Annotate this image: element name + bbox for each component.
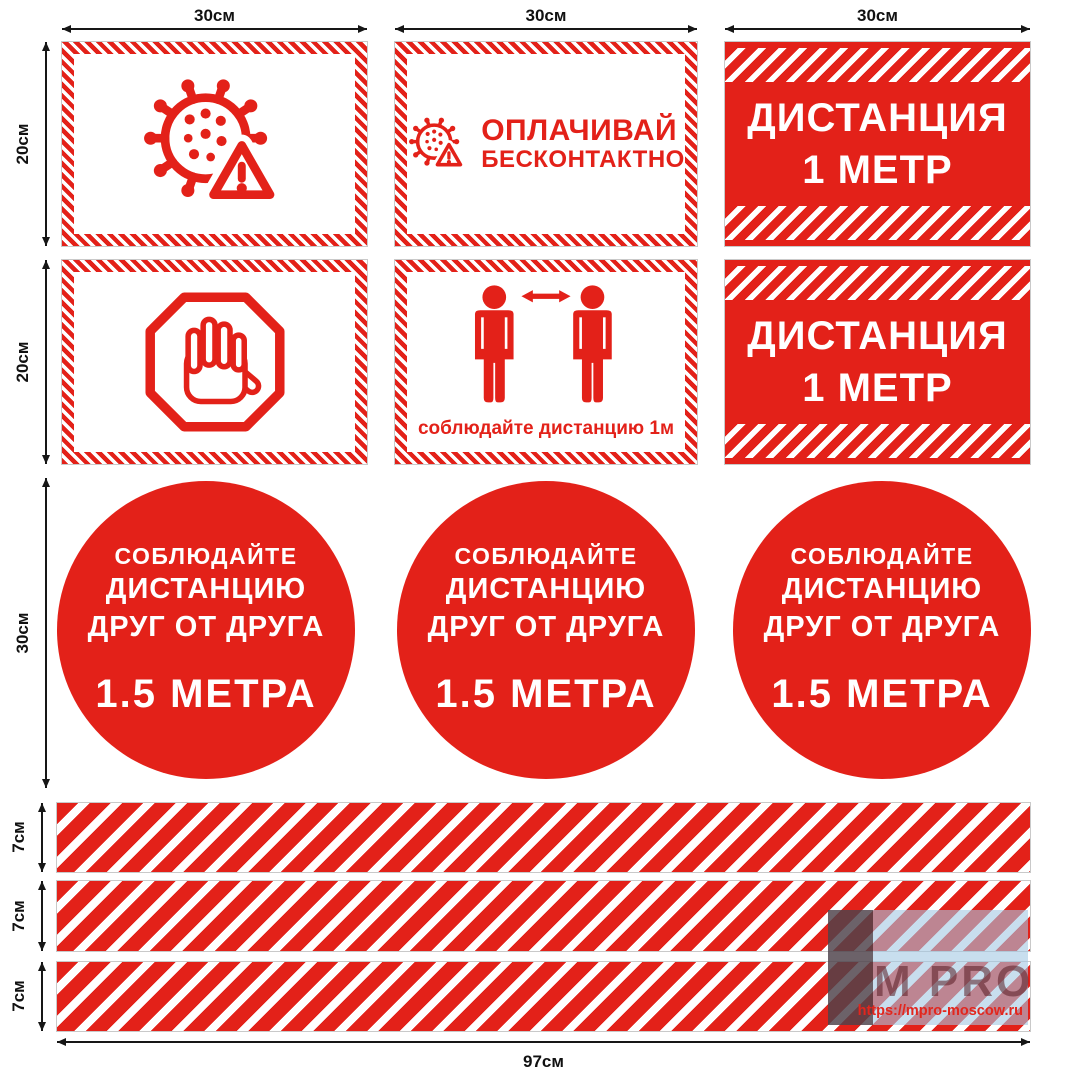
- distance-1m-a-line2: 1 МЕТР: [802, 148, 953, 192]
- circle-line2: ДИСТАНЦИЮ: [445, 573, 647, 606]
- sticker-stop-hand-face: [74, 272, 355, 452]
- dim-label-bar2-height: 7см: [9, 900, 28, 932]
- circle-line1: СОБЛЮДАЙТЕ: [790, 542, 974, 569]
- sticker-virus-warning: [62, 42, 367, 246]
- sticker-distance-1m-b: [725, 260, 1030, 464]
- hazard-stripe-bar-1: [57, 803, 1030, 872]
- dim-label-col3-width: 30см: [857, 6, 898, 25]
- virus-warning-icon: [407, 114, 469, 174]
- dim-label-col1-width: 30см: [194, 6, 235, 25]
- watermark-logo: M PRO: [874, 957, 1034, 1006]
- pay-contactless-line2: БЕСКОНТАКТНО: [481, 146, 685, 174]
- dim-arrow-col2: [395, 28, 697, 30]
- distance-1m-b-line1: ДИСТАНЦИЯ: [747, 314, 1008, 358]
- distance-1m-a-line1: ДИСТАНЦИЯ: [747, 96, 1008, 140]
- circle-line4: 1.5 МЕТРА: [95, 672, 317, 717]
- dim-arrow-col3: [725, 28, 1030, 30]
- circle-line4: 1.5 МЕТРА: [435, 672, 657, 717]
- circle-line4: 1.5 МЕТРА: [771, 672, 993, 717]
- dim-label-row2-height: 20см: [13, 341, 32, 383]
- circle-line2: ДИСТАНЦИЮ: [105, 573, 307, 606]
- circle-line1: СОБЛЮДАЙТЕ: [114, 542, 298, 569]
- watermark-url: https://mpro-moscow.ru: [857, 1003, 1023, 1019]
- hazard-stripe-band: [725, 266, 1030, 300]
- circle-line3: ДРУГ ОТ ДРУГА: [87, 610, 325, 643]
- dim-arrow-total-width: [57, 1041, 1030, 1043]
- pay-contactless-line1: ОПЛАЧИВАЙ: [481, 113, 678, 147]
- watermark: [828, 910, 1034, 1025]
- dim-label-row1-height: 20см: [13, 123, 32, 165]
- sticker-keep-distance-1m: [395, 260, 697, 464]
- dim-arrow-row2: [45, 260, 47, 464]
- sticker-circle-distance-1: [57, 481, 355, 779]
- hazard-stripe-band: [725, 206, 1030, 240]
- people-distance-icon: [458, 284, 634, 412]
- dim-arrow-row1: [45, 42, 47, 246]
- keep-distance-caption: соблюдайте дистанцию 1м: [417, 418, 675, 439]
- sticker-circle-distance-2: [397, 481, 695, 779]
- circle-line3: ДРУГ ОТ ДРУГА: [763, 610, 1001, 643]
- dim-arrow-bar2: [41, 881, 43, 951]
- dim-label-bar3-height: 7см: [9, 980, 28, 1012]
- stop-hand-icon: [136, 283, 294, 441]
- dim-label-circles-height: 30см: [13, 612, 32, 654]
- dim-label-col2-width: 30см: [525, 6, 567, 25]
- sticker-pay-contactless-face: [407, 54, 685, 234]
- sticker-circle-distance-3: [733, 481, 1031, 779]
- circle-line3: ДРУГ ОТ ДРУГА: [427, 610, 665, 643]
- circle-line1: СОБЛЮДАЙТЕ: [454, 542, 638, 569]
- sticker-stop-hand: [62, 260, 367, 464]
- sticker-virus-warning-face: [74, 54, 355, 234]
- sticker-pay-contactless: [395, 42, 697, 246]
- dim-arrow-bar3: [41, 962, 43, 1031]
- dim-arrow-bar1: [41, 803, 43, 872]
- circle-line2: ДИСТАНЦИЮ: [781, 573, 983, 606]
- hazard-stripe-band: [725, 48, 1030, 82]
- dim-arrow-circles: [45, 478, 47, 788]
- sticker-keep-distance-1m-face: [407, 272, 685, 452]
- virus-warning-icon: [139, 71, 291, 217]
- sticker-distance-1m-a: [725, 42, 1030, 246]
- dim-arrow-col1: [62, 28, 367, 30]
- hazard-stripe-band: [725, 424, 1030, 458]
- distance-1m-b-line2: 1 МЕТР: [802, 366, 953, 410]
- dim-label-bar1-height: 7см: [9, 821, 28, 853]
- dim-label-total-width: 97см: [523, 1052, 564, 1071]
